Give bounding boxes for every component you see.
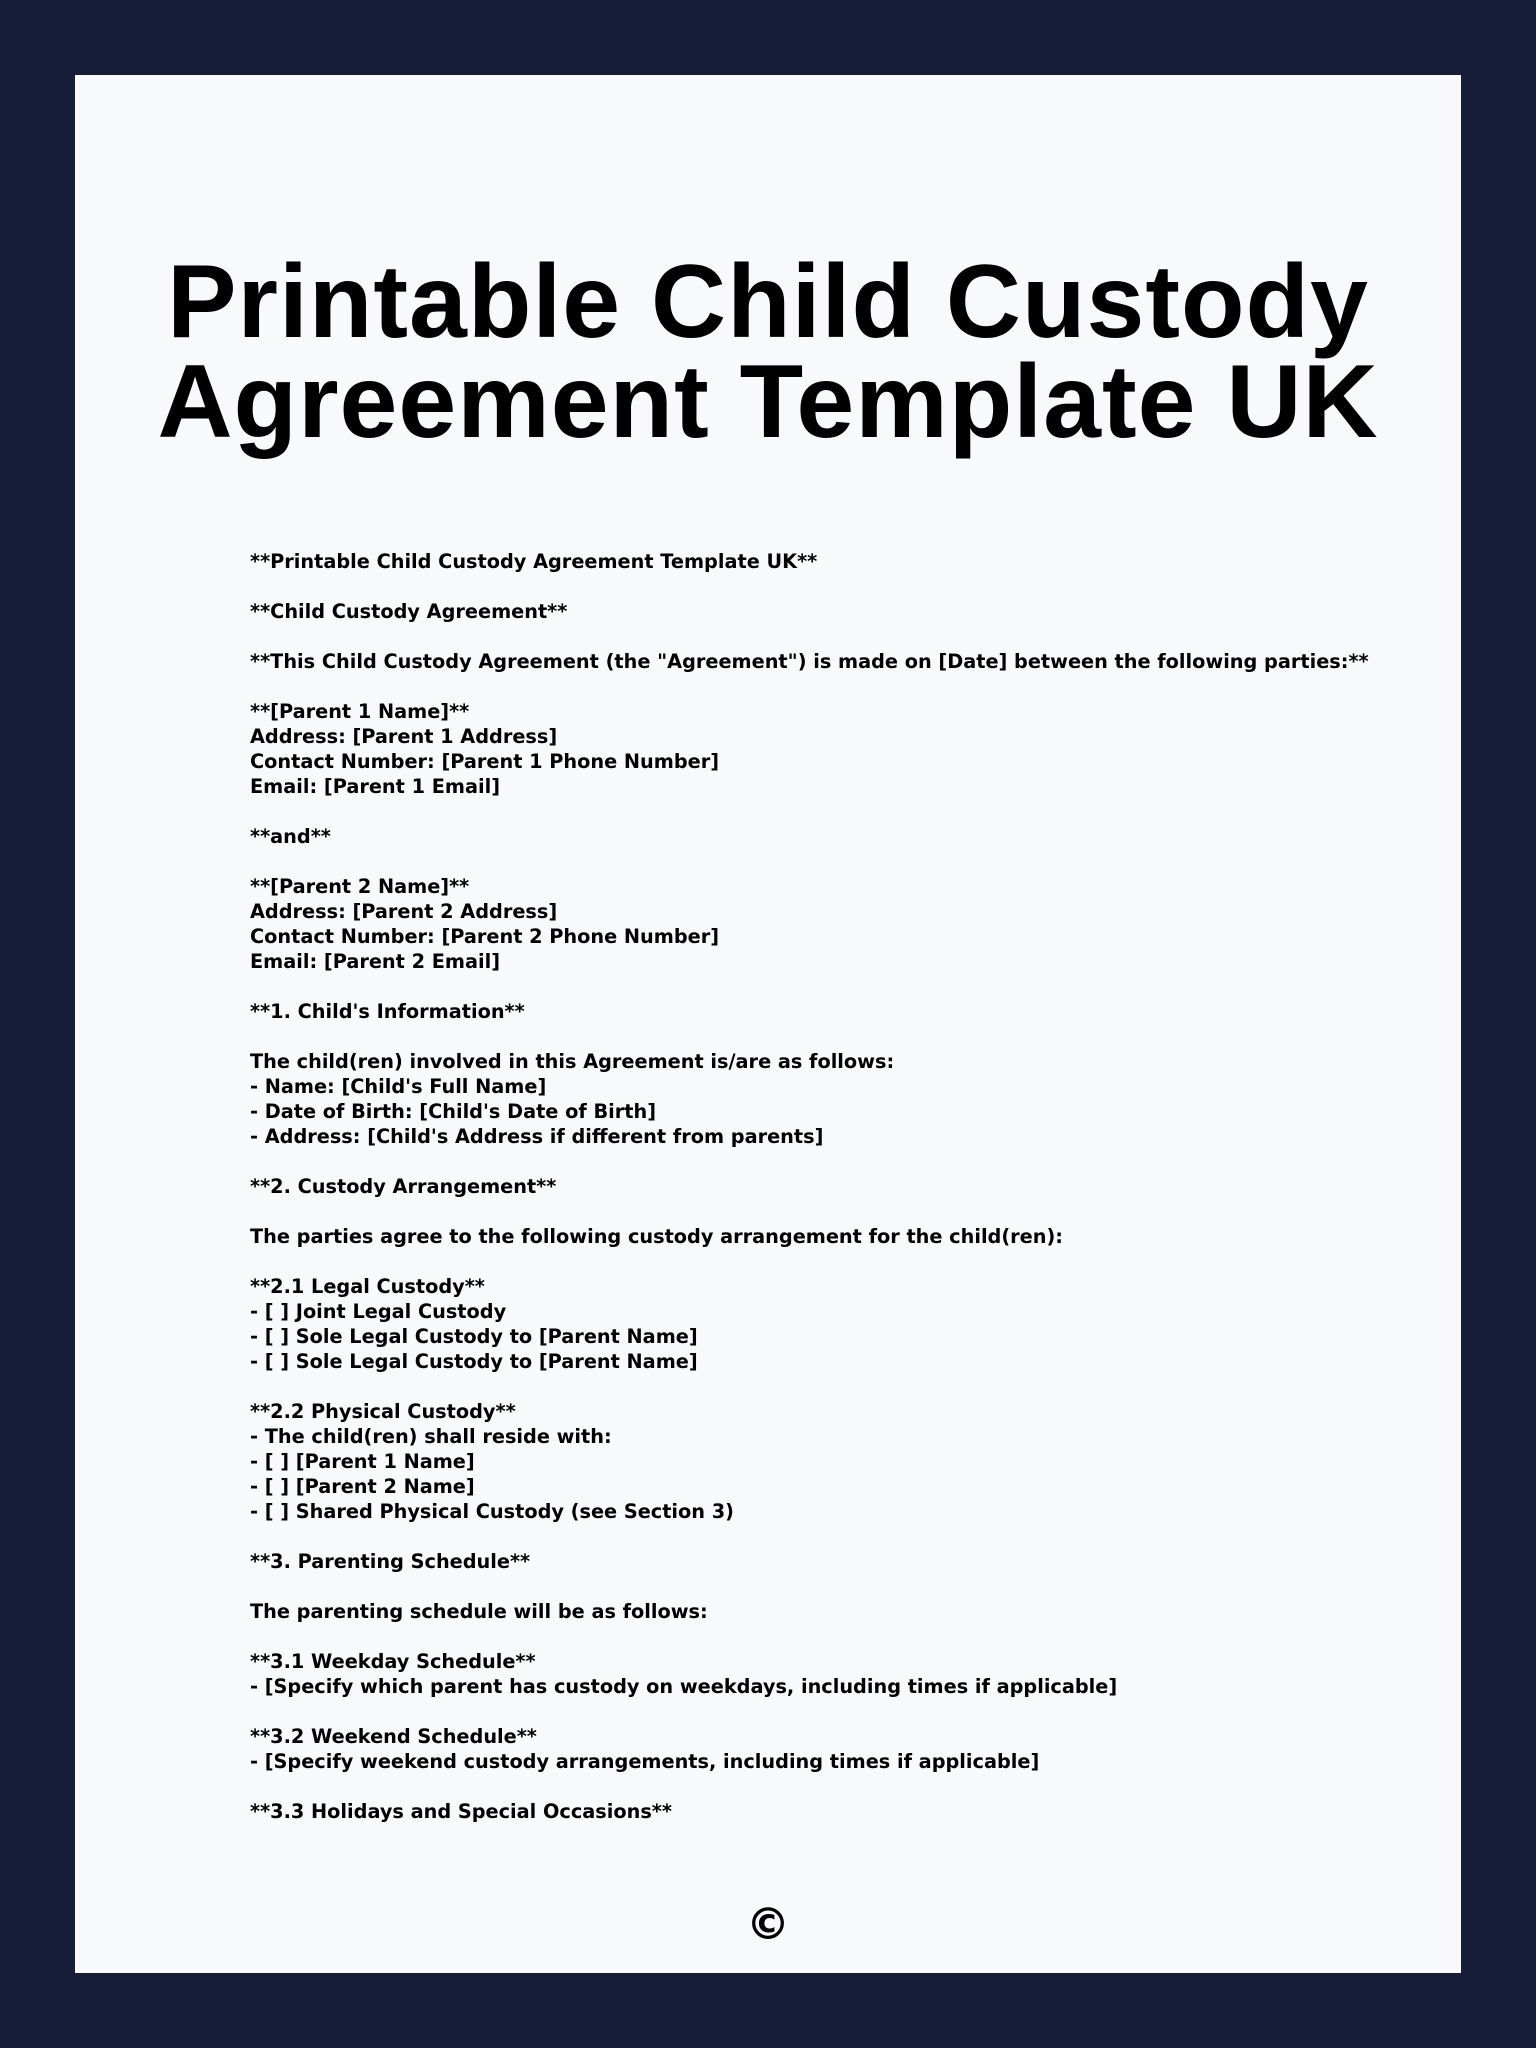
text-line: - [ ] Sole Legal Custody to [Parent Name] <box>250 1325 698 1348</box>
text-line: - The child(ren) shall reside with: <box>250 1425 612 1448</box>
text-line: **[Parent 1 Name]** <box>250 700 470 723</box>
text-block <box>250 699 1410 799</box>
text-line: **Printable Child Custody Agreement Template UK** <box>250 550 818 573</box>
text-line: - Name: [Child's Full Name] <box>250 1075 547 1098</box>
text-line: Email: [Parent 2 Email] <box>250 950 501 973</box>
text-line: The parties agree to the following custody arrangement for the child(ren): <box>250 1225 1064 1248</box>
agreement-text <box>250 549 1410 1849</box>
text-line: **[Parent 2 Name]** <box>250 875 470 898</box>
text-line: **3.1 Weekday Schedule** <box>250 1650 536 1673</box>
text-block <box>250 1049 1410 1149</box>
text-block <box>250 1174 1410 1199</box>
text-block <box>250 1649 1410 1699</box>
text-line: **3.2 Weekend Schedule** <box>250 1725 537 1748</box>
text-line: - Address: [Child's Address if different from parents] <box>250 1125 824 1148</box>
text-line: **This Child Custody Agreement (the "Agreement") is made on [Date] between the following parties:** <box>250 650 1369 673</box>
text-line: - [Specify weekend custody arrangements, including times if applicable] <box>250 1750 1040 1773</box>
text-block <box>250 549 1410 574</box>
page-title <box>75 244 1461 460</box>
text-line: - Date of Birth: [Child's Date of Birth] <box>250 1100 657 1123</box>
text-block <box>250 874 1410 974</box>
text-line: - [ ] Sole Legal Custody to [Parent Name] <box>250 1350 698 1373</box>
text-line: **3.3 Holidays and Special Occasions** <box>250 1800 672 1823</box>
text-line: - [ ] Joint Legal Custody <box>250 1300 507 1323</box>
text-line: The parenting schedule will be as follows: <box>250 1600 708 1623</box>
text-line: Contact Number: [Parent 2 Phone Number] <box>250 925 720 948</box>
text-block <box>250 824 1410 849</box>
text-line: **2. Custody Arrangement** <box>250 1175 557 1198</box>
text-block <box>250 1399 1410 1524</box>
text-line: **3. Parenting Schedule** <box>250 1550 531 1573</box>
text-line: **2.1 Legal Custody** <box>250 1275 485 1298</box>
text-line: Contact Number: [Parent 1 Phone Number] <box>250 750 720 773</box>
text-line: **Child Custody Agreement** <box>250 600 568 623</box>
text-line: - [Specify which parent has custody on weekdays, including times if applicable] <box>250 1675 1118 1698</box>
text-block <box>250 999 1410 1024</box>
text-line: Email: [Parent 1 Email] <box>250 775 501 798</box>
text-line: **1. Child's Information** <box>250 1000 525 1023</box>
title-line-2: Agreement Template UK <box>157 344 1379 460</box>
text-line: - [ ] Shared Physical Custody (see Section 3) <box>250 1500 734 1523</box>
text-block <box>250 1599 1410 1624</box>
text-block <box>250 1799 1410 1824</box>
text-line: **2.2 Physical Custody** <box>250 1400 516 1423</box>
text-block <box>250 1549 1410 1574</box>
text-line: **and** <box>250 825 331 848</box>
copyright-icon: © <box>746 1899 790 1950</box>
document-page <box>75 75 1461 1973</box>
text-line: Address: [Parent 1 Address] <box>250 725 558 748</box>
text-block <box>250 1224 1410 1249</box>
title-line-1: Printable Child Custody <box>167 244 1369 360</box>
text-line: Address: [Parent 2 Address] <box>250 900 558 923</box>
text-line: The child(ren) involved in this Agreement is/are as follows: <box>250 1050 895 1073</box>
text-line: - [ ] [Parent 2 Name] <box>250 1475 475 1498</box>
text-block <box>250 599 1410 624</box>
text-block <box>250 649 1410 674</box>
text-block <box>250 1274 1410 1374</box>
text-block <box>250 1724 1410 1774</box>
text-line: - [ ] [Parent 1 Name] <box>250 1450 475 1473</box>
